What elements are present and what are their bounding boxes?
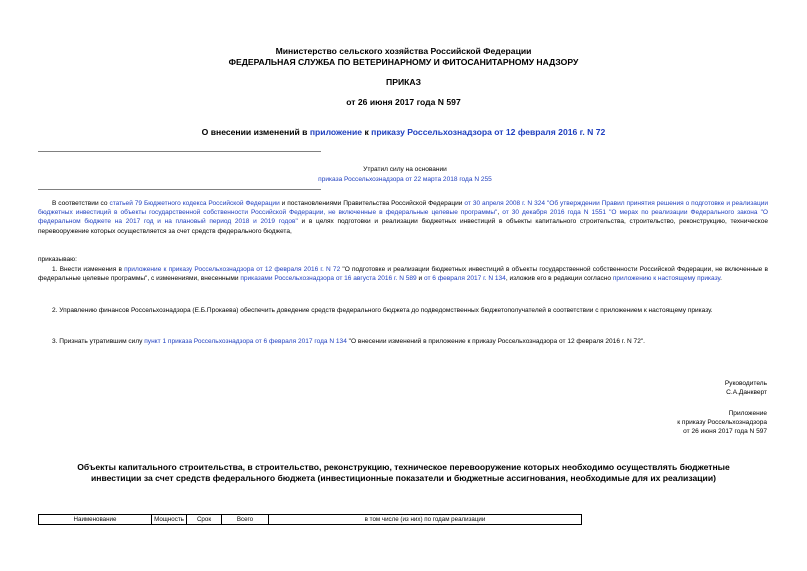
item-text: "О внесении изменений в приложение к приказу Россельхознадзора от 12 февраля 2016 г. N 72". <box>346 338 645 345</box>
preamble-paragraph <box>38 199 768 236</box>
item-text: 3. Признать утратившим силу <box>52 338 145 345</box>
title-link-order[interactable]: приказу Россельхознадзора от 12 февраля 2016 г. N 72 <box>371 127 606 137</box>
title-middle: к <box>362 127 372 137</box>
link-budget-code-art79[interactable]: статьей 79 Бюджетного кодекса Российской Федерации <box>109 200 280 207</box>
status-link[interactable]: приказа Россельхознадзора от 22 марта 2018 года N 255 <box>318 176 492 183</box>
document-title <box>0 127 807 138</box>
title-link-appendix[interactable]: приложение <box>309 127 363 137</box>
link-order-589[interactable]: приказами Россельхознадзора от 16 августа 2016 г. N 589 <box>240 275 417 283</box>
status-note <box>340 165 470 174</box>
table-header-row <box>39 515 582 525</box>
order-item-3 <box>38 337 768 346</box>
link-order-134[interactable]: от 6 февраля 2017 г. N 134 <box>423 275 506 283</box>
preamble-text: , <box>497 209 503 217</box>
item-text: , изложив его в редакции согласно <box>505 275 613 283</box>
status-line: Утратил силу на основании <box>363 166 447 173</box>
link-item1-order-134[interactable]: пункт 1 приказа Россельхознадзора от 6 февраля 2017 года N 134 <box>144 338 347 345</box>
title-prefix: О внесении изменений в <box>201 127 310 137</box>
preamble-text: В соответствии со <box>52 200 110 207</box>
order-item-1 <box>38 265 768 283</box>
item-text: . <box>720 275 722 283</box>
document-date-number: от 26 июня 2017 года N 597 <box>346 97 461 107</box>
appendix-title: Объекты капитального строительства, в строительство, реконструкцию, техническое перевооружение которых необходимо осуществлять бюджетные инвестиции за счет средств федерального бюджета (инвестиционные показатели и бюджетные ассигнования, необходимые для их реализации) <box>77 462 730 483</box>
divider-bottom <box>38 189 321 190</box>
divider-top <box>38 151 321 152</box>
link-appendix-this-order[interactable]: приложению к настоящему приказу <box>612 275 721 283</box>
preamble-text: и постановлениями Правительства Российской Федерации <box>279 200 465 207</box>
document-type: ПРИКАЗ <box>386 77 421 87</box>
table-header-total: Всего <box>222 515 269 525</box>
item-text: "О подготовке и реализации бюджетных инвестиций в объекты государственной собственности Российской Федерации, не включенные в федеральные целевые программы", с изменениями, внесенными <box>38 266 768 283</box>
table-header-capacity: Мощность <box>152 515 187 525</box>
item-text: 1. Внести изменения в <box>52 266 125 273</box>
table-header-by-years: в том числе (из них) по годам реализации <box>269 515 582 525</box>
appendix-ref-line-1: Приложение <box>728 410 767 417</box>
order-word: приказываю: <box>38 256 77 263</box>
appendix-ref-line-3: от 26 июня 2017 года N 597 <box>683 428 767 436</box>
table-header-name: Наименование <box>39 515 152 525</box>
service-name: ФЕДЕРАЛЬНАЯ СЛУЖБА ПО ВЕТЕРИНАРНОМУ И ФИТОСАНИТАРНОМУ НАДЗОРУ <box>228 57 579 67</box>
appendix-reference <box>677 409 767 437</box>
item-text: и <box>416 275 424 283</box>
ministry-name: Министерство сельского хозяйства Российской Федерации <box>275 46 532 56</box>
signature-block <box>725 379 767 397</box>
appendix-ref-line-2: к приказу Россельхознадзора <box>677 419 767 427</box>
order-item-2: 2. Управлению финансов Россельхознадзора (Е.Б.Прокаева) обеспечить доведение средств федерального бюджета до подведомственных бюджетополучателей в соответствии с приложением к настоящему приказу. <box>52 307 713 314</box>
signature-position: Руководитель <box>724 380 767 387</box>
status-link-wrap <box>280 175 530 184</box>
link-decree-1551[interactable]: от 30 декабря 2016 года N 1551 "О мерах по реализации Федерального закона "О федеральном бюджете на 2017 год и на плановый период 2018 и 2019 годов" <box>38 209 768 226</box>
link-appendix-order-72[interactable]: приложение к приказу Россельхознадзора от 12 февраля 2016 г. N 72 <box>124 266 341 273</box>
signature-name: С.А.Данкверт <box>726 389 767 397</box>
appendix-table <box>38 514 582 525</box>
preamble-text: и в целях подготовки и реализации бюджетных инвестиций в объекты капитального строительства, строительство, реконструкцию, техническое перевооружение которых осуществляется за счет средств федерального бюджета, <box>38 218 768 235</box>
link-decree-324[interactable]: от 30 апреля 2008 г. N 324 "Об утверждении Правил принятия решения о подготовке и реализации бюджетных инвестиций в объекты государственной собственности Российской Федерации, не включенные в федеральные целевые программы" <box>38 200 769 217</box>
table-header-term: Срок <box>187 515 222 525</box>
